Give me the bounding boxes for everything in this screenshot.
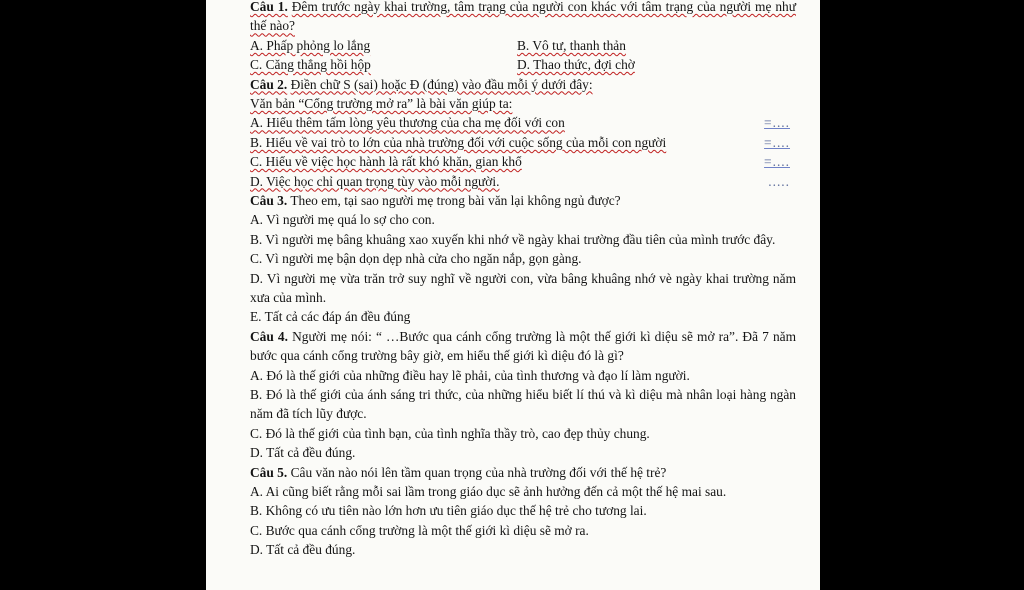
document-content: [250, 0, 796, 560]
question-3: [250, 191, 796, 210]
question-2-item-b: [250, 133, 796, 152]
document-page: [206, 0, 820, 590]
question-2-item-b-blank: =....: [764, 134, 790, 150]
question-4: [250, 327, 796, 366]
question-2-item-c-text: C. Hiểu về việc học hành là rất khó khăn, gian khổ: [250, 154, 522, 170]
question-2-intro: Văn bản “Cổng trường mở ra” là bài văn giúp ta:: [250, 96, 513, 112]
question-2-item-c-blank: =....: [764, 154, 790, 170]
question-2: [250, 75, 796, 94]
question-1: [250, 0, 796, 36]
question-2-item-c: [250, 152, 796, 171]
question-5-option-b: B. Không có ưu tiên nào lớn hơn ưu tiên giáo dục thế hệ trẻ cho tương lai.: [250, 503, 647, 519]
question-3-option-e: E. Tất cả các đáp án đều đúng: [250, 309, 411, 325]
question-1-text: Đêm trước ngày khai trường, tâm trạng của người con khác với tâm trạng của người mẹ như thế nào?: [250, 0, 796, 34]
question-4-option-a: A. Đó là thế giới của những điều hay lẽ phải, của tình thương và đạo lí làm người.: [250, 367, 690, 383]
question-2-title: Câu 2.: [250, 76, 288, 92]
question-4-title: Câu 4.: [250, 328, 288, 344]
question-2-item-d-blank: .....: [768, 173, 790, 189]
question-1-options-row-1: [250, 36, 796, 55]
question-1-option-b: B. Vô tư, thanh thản: [517, 37, 626, 53]
question-3-option-d: D. Vì người mẹ vừa trăn trở suy nghĩ về người con, vừa bâng khuâng nhớ vè ngày khai trường năm xưa của mình.: [250, 270, 796, 305]
question-2-item-d: [250, 172, 796, 191]
question-5-title: Câu 5.: [250, 464, 288, 480]
question-1-option-a: A. Phấp phỏng lo lắng: [250, 37, 371, 53]
question-4-option-d: D. Tất cả đều đúng.: [250, 445, 356, 461]
question-2-item-a-blank: =....: [764, 115, 790, 131]
question-3-option-c: C. Vì người mẹ bận dọn dẹp nhà cửa cho ngăn nắp, gọn gàng.: [250, 251, 582, 267]
question-1-options-row-2: [250, 55, 796, 74]
question-3-option-a: A. Vì người mẹ quá lo sợ cho con.: [250, 212, 435, 228]
question-5-option-a: A. Ai cũng biết rằng mỗi sai lầm trong giáo dục sẽ ảnh hưởng đến cả một thế hệ mai sau.: [250, 483, 727, 499]
question-3-title: Câu 3.: [250, 192, 288, 208]
question-2-item-a-text: A. Hiểu thêm tấm lòng yêu thương của cha mẹ đối với con: [250, 115, 565, 131]
question-5: [250, 463, 796, 482]
question-4-option-c: C. Đó là thế giới của tình bạn, của tình nghĩa thầy trò, cao đẹp thủy chung.: [250, 425, 650, 441]
question-1-option-d: D. Thao thức, đợi chờ: [517, 57, 635, 73]
question-5-text: Câu văn nào nói lên tầm quan trọng của nhà trường đối với thế hệ trẻ?: [290, 464, 667, 480]
question-1-title: Câu 1.: [250, 0, 288, 14]
question-5-option-c: C. Bước qua cánh cổng trường là một thế giới kì diệu sẽ mở ra.: [250, 522, 589, 538]
question-2-item-a: [250, 113, 796, 132]
question-5-option-d: D. Tất cả đều đúng.: [250, 542, 356, 558]
question-3-option-b: B. Vì người mẹ bâng khuâng xao xuyến khi nhớ về ngày khai trường đầu tiên của mình trước đây.: [250, 231, 776, 247]
question-4-text: Người mẹ nói: “ …Bước qua cánh cổng trường là một thế giới kì diệu sẽ mở ra”. Đã 7 năm bước qua cánh cổng trường bây giờ, em hiểu thế giới kì diệu đó là gì?: [250, 328, 796, 364]
question-2-item-d-text: D. Việc học chỉ quan trọng tùy vào mỗi người.: [250, 173, 500, 189]
question-2-item-b-text: B. Hiểu về vai trò to lớn của nhà trường đối với cuộc sống của mỗi con người: [250, 134, 667, 150]
question-1-option-c: C. Căng thẳng hồi hộp: [250, 57, 371, 73]
question-3-text: Theo em, tại sao người mẹ trong bài văn lại không ngủ được?: [290, 192, 621, 208]
question-2-text: Điền chữ S (sai) hoặc Đ (đúng) vào đầu mỗi ý dưới đây:: [290, 76, 593, 92]
question-4-option-b: B. Đó là thế giới của ánh sáng tri thức, của những hiểu biết lí thú và kì diệu mà nhân loại hàng ngàn năm đã tích lũy được.: [250, 386, 796, 422]
